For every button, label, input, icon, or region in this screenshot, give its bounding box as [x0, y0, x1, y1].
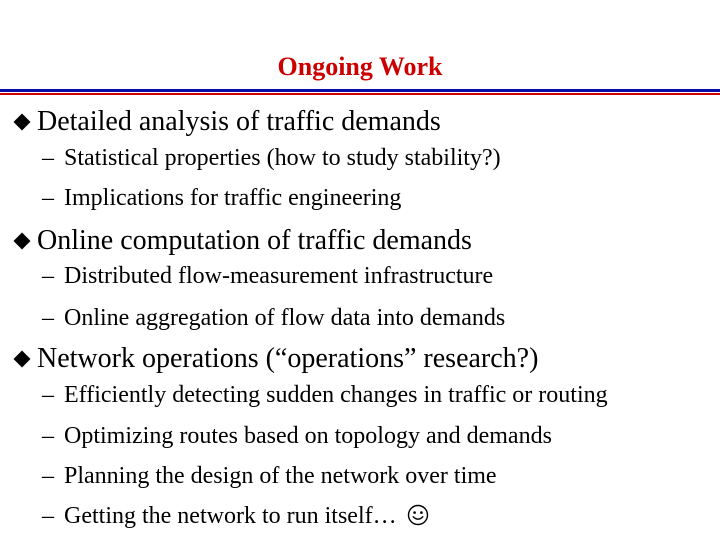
sub-item-text: Online aggregation of flow data into demands	[64, 305, 506, 331]
dash-marker: –	[42, 382, 54, 408]
smiley-face-icon	[407, 504, 429, 526]
dash-marker: –	[42, 423, 54, 449]
dash-marker: –	[42, 263, 54, 289]
bullet-online-computation	[10, 223, 472, 259]
bullet-text: Network operations (“operations” research?)	[37, 343, 539, 374]
dash-marker: –	[42, 503, 54, 529]
sub-item-efficiently-detecting	[42, 380, 608, 410]
sub-item-statistical-properties	[42, 143, 501, 173]
bullet-detailed-analysis	[10, 104, 441, 140]
dash-marker: –	[42, 305, 54, 331]
sub-item-online-aggregation	[42, 303, 505, 333]
sub-item-text: Getting the network to run itself…	[64, 503, 397, 529]
diamond-bullet-icon	[14, 114, 31, 131]
bullet-text: Online computation of traffic demands	[37, 225, 472, 256]
sub-item-getting-network	[42, 501, 429, 531]
title-rule-red	[0, 93, 720, 95]
sub-item-text: Optimizing routes based on topology and demands	[64, 423, 552, 449]
sub-item-text: Implications for traffic engineering	[64, 185, 402, 211]
bullet-network-operations	[10, 341, 538, 377]
sub-item-text: Distributed flow-measurement infrastructure	[64, 263, 494, 289]
dash-marker: –	[42, 145, 54, 171]
sub-item-planning-design	[42, 461, 497, 491]
dash-marker: –	[42, 463, 54, 489]
sub-item-text: Planning the design of the network over time	[64, 463, 497, 489]
diamond-bullet-icon	[14, 233, 31, 250]
sub-item-optimizing-routes	[42, 421, 552, 451]
slide-title: Ongoing Work	[277, 52, 443, 81]
sub-item-text: Efficiently detecting sudden changes in traffic or routing	[64, 382, 608, 408]
dash-marker: –	[42, 185, 54, 211]
bullet-text: Detailed analysis of traffic demands	[37, 106, 441, 137]
diamond-bullet-icon	[14, 351, 31, 368]
sub-item-distributed-flow	[42, 261, 493, 291]
sub-item-implications	[42, 183, 401, 213]
title-rule-blue	[0, 89, 720, 92]
sub-item-text: Statistical properties (how to study stability?)	[64, 145, 501, 171]
